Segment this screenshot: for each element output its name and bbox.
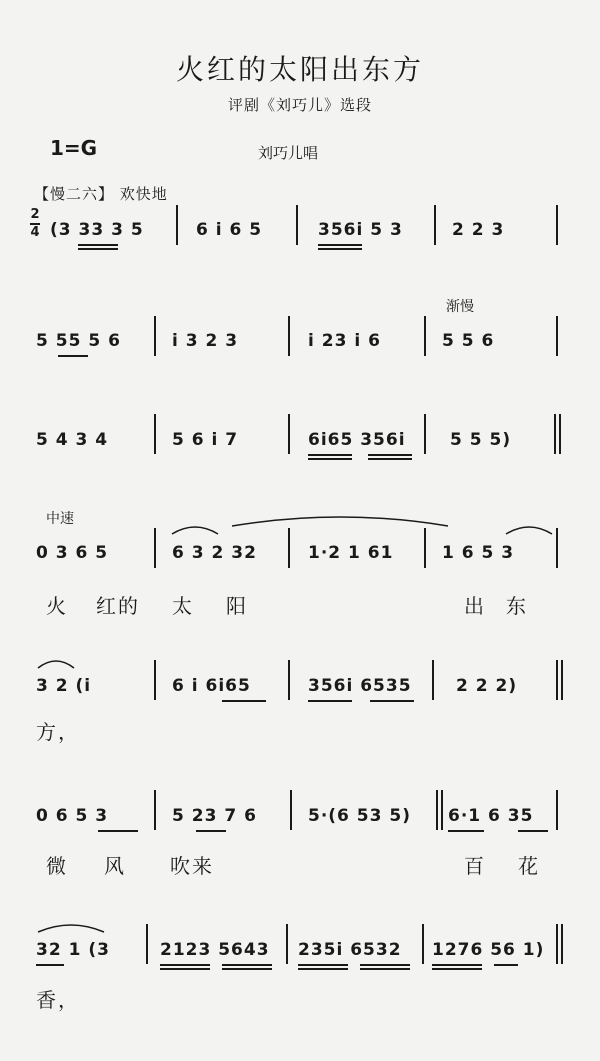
measure: 5·(6 53 5) xyxy=(308,806,411,826)
measure: 0 6 5 3 xyxy=(36,806,109,826)
measure: 0 3 6 5 xyxy=(36,543,109,563)
measure: 356i 5 3 xyxy=(318,220,403,240)
measure: 2 2 3 xyxy=(452,220,505,240)
measure: 5 5 5) xyxy=(450,430,512,450)
lyric: 方， xyxy=(36,720,80,744)
measure: 235i 6532 xyxy=(298,940,402,960)
lyric: 风 xyxy=(104,854,126,878)
slur xyxy=(170,520,220,536)
measure: 1 6 5 3 xyxy=(442,543,515,563)
measure: 5 4 3 4 xyxy=(36,430,109,450)
measure: 5 55 5 6 xyxy=(36,331,121,351)
lyric: 微 xyxy=(46,854,68,878)
measure: i 3 2 3 xyxy=(172,331,239,351)
measure: 5 23 7 6 xyxy=(172,806,257,826)
lyric: 香， xyxy=(36,988,80,1012)
slur xyxy=(36,918,106,934)
lyric: 阳 xyxy=(226,594,248,618)
measure: 1·2 1 61 xyxy=(308,543,394,563)
lyric: 东 xyxy=(506,594,528,618)
measure: 6 3 2 32 xyxy=(172,543,257,563)
measure: 32 1 (3 xyxy=(36,940,110,960)
measure: 1276 56 1) xyxy=(432,940,545,960)
measure: 2123 5643 xyxy=(160,940,270,960)
lyric: 百 xyxy=(464,854,486,878)
mark-jianman: 渐慢 xyxy=(446,299,474,315)
measure: 6i65 356i xyxy=(308,430,406,450)
tempo-marking: 【慢二六】 欢快地 xyxy=(34,185,168,203)
time-signature-bottom: 4 xyxy=(30,224,40,240)
lyric: 花 xyxy=(518,854,540,878)
measure: 3 2 (i xyxy=(36,676,92,696)
measure: 356i 6535 xyxy=(308,676,412,696)
time-signature xyxy=(30,208,40,240)
key-signature: 1=G xyxy=(50,136,98,160)
lyric: 太 xyxy=(172,594,194,618)
lyric: 出 xyxy=(464,594,486,618)
song-title: 火红的太阳出东方 xyxy=(175,53,424,86)
measure: i 23 i 6 xyxy=(308,331,381,351)
lyric: 吹来 xyxy=(170,854,214,878)
lyric: 红的 xyxy=(96,594,140,618)
measure: 5 6 i 7 xyxy=(172,430,239,450)
lyric: 火 xyxy=(46,594,68,618)
measure: (3 33 3 5 xyxy=(50,220,144,240)
measure: 2 2 2) xyxy=(456,676,518,696)
slur xyxy=(504,520,554,536)
measure: 6 i 6i65 xyxy=(172,676,251,696)
measure: 6 i 6 5 xyxy=(196,220,263,240)
measure: 5 5 6 xyxy=(442,331,495,351)
slur xyxy=(230,508,450,528)
song-subtitle: 评剧《刘巧儿》选段 xyxy=(227,96,372,114)
time-signature-top: 2 xyxy=(30,207,40,222)
singer-credit: 刘巧儿唱 xyxy=(258,144,319,162)
mark-zhongsu: 中速 xyxy=(46,511,74,527)
measure: 6·1 6 35 xyxy=(448,806,534,826)
slur xyxy=(36,654,76,670)
